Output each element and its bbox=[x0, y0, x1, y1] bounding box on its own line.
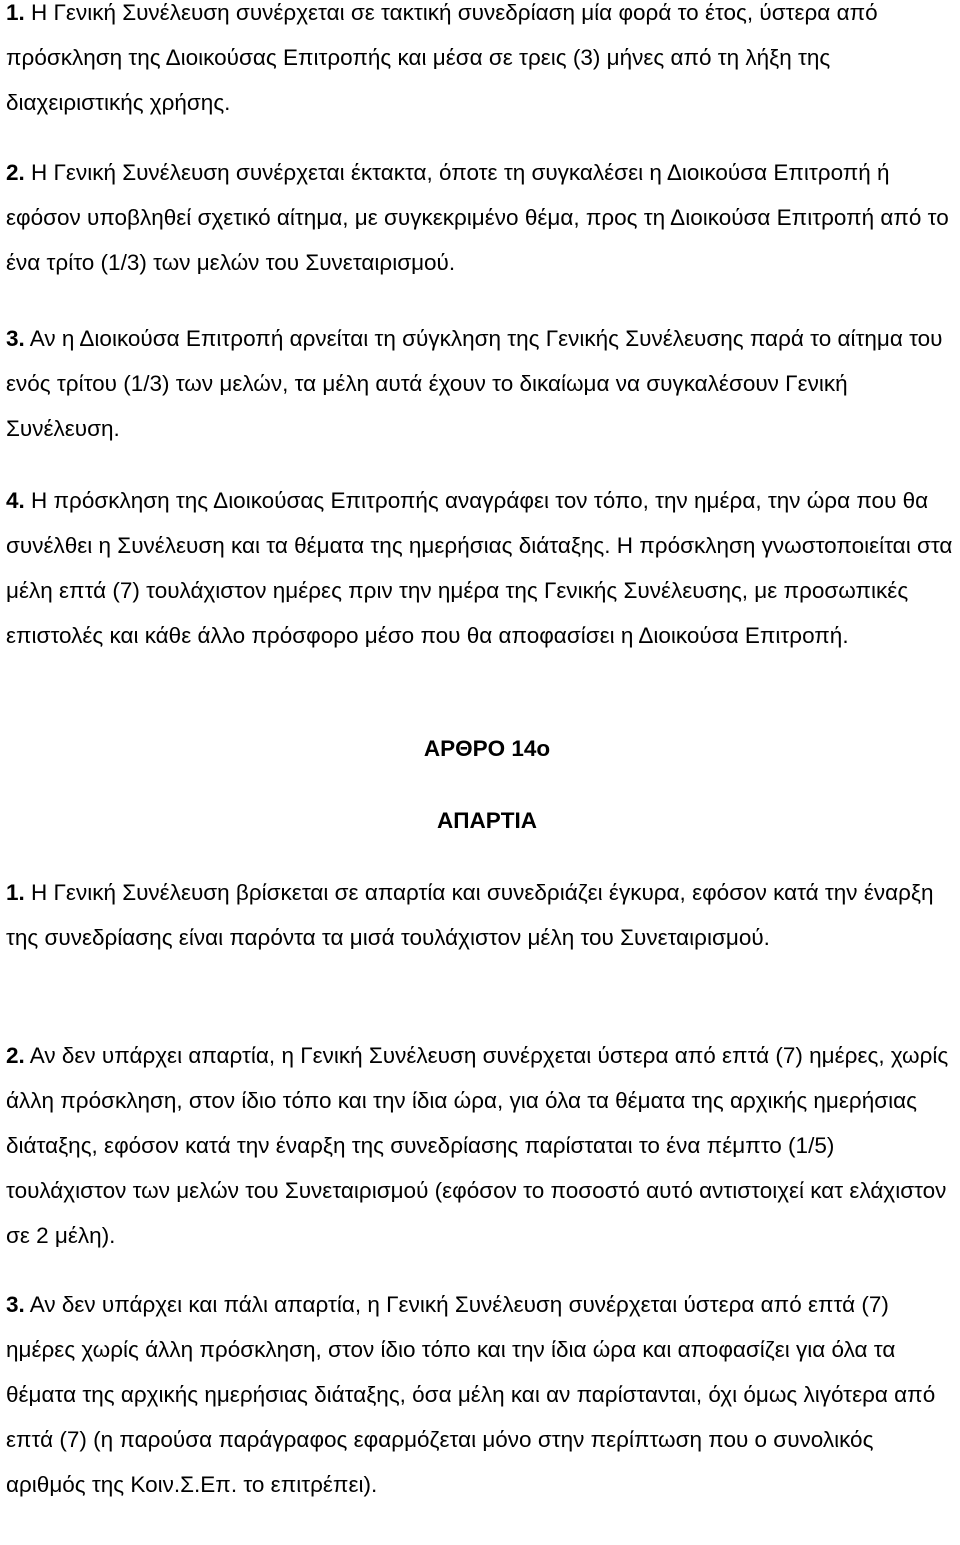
paragraph-number: 2. bbox=[6, 160, 25, 185]
paragraph-1 bbox=[6, 0, 956, 125]
paragraph-number: 1. bbox=[6, 0, 25, 25]
paragraph-text: Η Γενική Συνέλευση συνέρχεται σε τακτική συνεδρίαση μία φορά το έτος, ύστερα από πρόσκληση της Διοικούσας Επιτροπής και μέσα σε τρεις (3) μήνες από τη λήξη της διαχειριστικής χρήσης. bbox=[6, 0, 878, 115]
paragraph-text: Αν η Διοικούσα Επιτροπή αρνείται τη σύγκληση της Γενικής Συνέλευσης παρά το αίτημα του ενός τρίτου (1/3) των μελών, τα μέλη αυτά έχουν το δικαίωμα να συγκαλέσουν Γενική Συνέλευση. bbox=[6, 326, 943, 441]
paragraph-number: 3. bbox=[6, 326, 25, 351]
paragraph-text: Η πρόσκληση της Διοικούσας Επιτροπής αναγράφει τον τόπο, την ημέρα, την ώρα που θα συνέλθει η Συνέλευση και τα θέματα της ημερήσιας διάταξης. Η πρόσκληση γνωστοποιείται στα μέλη επτά (7) τουλάχιστον ημέρες πριν την ημέρα της Γενικής Συνέλευσης, με προσωπικές επιστολές και κάθε άλλο πρόσφορο μέσο που θα αποφασίσει η Διοικούσα Επιτροπή. bbox=[6, 488, 953, 648]
paragraph-text: Η Γενική Συνέλευση συνέρχεται έκτακτα, όποτε τη συγκαλέσει η Διοικούσα Επιτροπή ή εφόσον υποβληθεί σχετικό αίτημα, με συγκεκριμένο θέμα, προς τη Διοικούσα Επιτροπή από το ένα τρίτο (1/3) των μελών του Συνεταιρισμού. bbox=[6, 160, 949, 275]
paragraph-text: Η Γενική Συνέλευση βρίσκεται σε απαρτία και συνεδριάζει έγκυρα, εφόσον κατά την έναρξη της συνεδρίασης είναι παρόντα τα μισά τουλάχιστον μέλη του Συνεταιρισμού. bbox=[6, 880, 934, 950]
paragraph-2 bbox=[6, 150, 956, 285]
article-title: ΑΠΑΡΤΙΑ bbox=[437, 808, 537, 833]
paragraph-number: 2. bbox=[6, 1043, 25, 1068]
paragraph-text: Αν δεν υπάρχει και πάλι απαρτία, η Γενική Συνέλευση συνέρχεται ύστερα από επτά (7) ημέρες χωρίς άλλη πρόσκληση, στον ίδιο τόπο και την ίδια ώρα και αποφασίζει για όλα τα θέματα της αρχικής ημερήσιας διάταξης, όσα μέλη και αν παρίστανται, όχι όμως λιγότερα από επτά (7) (η παρούσα παράγραφος εφαρμόζεται μόνο στην περίπτωση που ο συνολικός αριθμός της Κοιν.Σ.Επ. το επιτρέπει). bbox=[6, 1292, 936, 1497]
paragraph-4 bbox=[6, 478, 956, 658]
article-paragraph-3 bbox=[6, 1282, 956, 1507]
paragraph-number: 1. bbox=[6, 880, 25, 905]
paragraph-number: 3. bbox=[6, 1292, 25, 1317]
paragraph-number: 4. bbox=[6, 488, 25, 513]
paragraph-text: Αν δεν υπάρχει απαρτία, η Γενική Συνέλευση συνέρχεται ύστερα από επτά (7) ημέρες, χωρίς άλλη πρόσκληση, στον ίδιο τόπο και την ίδια ώρα, για όλα τα θέματα της αρχικής ημερήσιας διάταξης, εφόσον κατά την έναρξη της συνεδρίασης παρίσταται το ένα πέμπτο (1/5) τουλάχιστον των μελών του Συνεταιρισμού (εφόσον το ποσοστό αυτό αντιστοιχεί κατ ελάχιστον σε 2 μέλη). bbox=[6, 1043, 949, 1248]
article-paragraph-2 bbox=[6, 1033, 956, 1258]
article-paragraph-1 bbox=[6, 870, 956, 960]
paragraph-3 bbox=[6, 316, 956, 451]
article-heading: ΑΡΘΡΟ 14ο bbox=[423, 736, 551, 761]
